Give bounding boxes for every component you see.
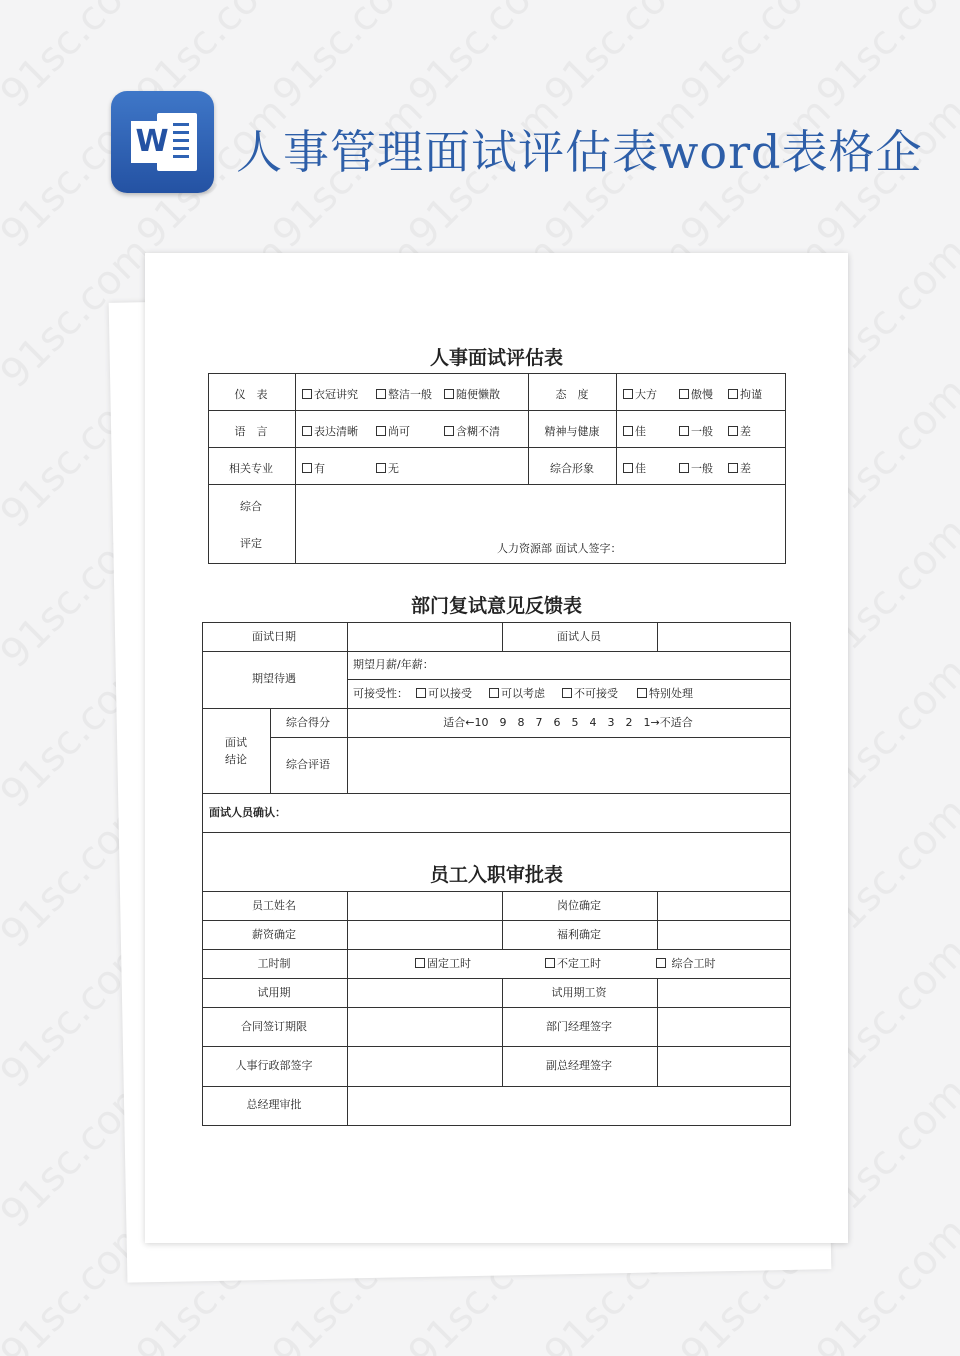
form3-title: 员工入职审批表 xyxy=(429,864,563,886)
checkbox-icon xyxy=(728,389,738,399)
score-label: 综合得分 xyxy=(286,716,330,729)
image-label: 综合形象 xyxy=(550,462,594,475)
gm-approval-label: 总经理审批 xyxy=(246,1098,302,1111)
form1-title: 人事面试评估表 xyxy=(429,347,563,369)
image-option-3[interactable]: 差 xyxy=(728,462,751,476)
probation-salary-label: 试用期工资 xyxy=(551,986,607,999)
spirit-label: 精神与健康 xyxy=(544,425,600,438)
checkbox-icon xyxy=(444,426,454,436)
checkbox-icon xyxy=(302,463,312,473)
checkbox-icon xyxy=(623,389,633,399)
image-option-2[interactable]: 一般 xyxy=(679,462,713,476)
language-option-2[interactable]: 尚可 xyxy=(376,425,410,439)
checkbox-icon xyxy=(679,389,689,399)
score-scale: 适合←10 9 8 7 6 5 4 3 2 1→不适合 xyxy=(443,716,693,729)
major-option-2[interactable]: 无 xyxy=(376,462,399,476)
word-icon xyxy=(111,91,214,193)
acceptability-label: 可接受性： xyxy=(353,687,408,700)
attitude-option-3[interactable]: 拘谨 xyxy=(728,388,762,402)
hr-sign-label: 人事行政部签字 xyxy=(235,1059,313,1072)
document-page xyxy=(145,253,848,1243)
checkbox-icon xyxy=(562,688,572,698)
checkbox-icon xyxy=(637,688,647,698)
checkbox-icon xyxy=(679,463,689,473)
checkbox-icon xyxy=(376,389,386,399)
salary-label: 薪资确定 xyxy=(252,928,296,941)
checkbox-icon xyxy=(728,426,738,436)
checkbox-icon xyxy=(302,426,312,436)
attitude-label: 态 度 xyxy=(555,388,589,401)
work-option-3[interactable]: 综合工时 xyxy=(656,957,716,971)
banner-title: 人事管理面试评估表word表格企 xyxy=(236,125,923,179)
watermark-text xyxy=(536,0,704,117)
checkbox-icon xyxy=(376,463,386,473)
summary-signature: 人力资源部 面试人签字： xyxy=(497,542,622,555)
probation-label: 试用期 xyxy=(257,986,291,999)
form2-title: 部门复试意见反馈表 xyxy=(410,595,582,617)
word-letter: W xyxy=(131,121,173,163)
checkbox-icon xyxy=(623,426,633,436)
dept-manager-label: 部门经理签字 xyxy=(546,1020,612,1033)
conclusion-label-1: 面试 xyxy=(225,736,247,749)
accept-option-1[interactable]: 可以接受 xyxy=(416,687,472,701)
checkbox-icon xyxy=(415,958,425,968)
conclusion-label-2: 结论 xyxy=(225,753,247,766)
expected-label: 期望待遇 xyxy=(252,672,296,685)
appearance-option-3[interactable]: 随便懒散 xyxy=(444,388,500,402)
interview-date-label: 面试日期 xyxy=(252,630,296,643)
checkbox-icon xyxy=(489,688,499,698)
name-label: 员工姓名 xyxy=(252,899,296,912)
checkbox-icon xyxy=(302,389,312,399)
work-option-2[interactable]: 不定工时 xyxy=(545,957,601,971)
attitude-option-2[interactable]: 傲慢 xyxy=(679,388,713,402)
language-option-3[interactable]: 含糊不清 xyxy=(444,425,500,439)
checkbox-icon xyxy=(376,426,386,436)
checkbox-icon xyxy=(623,463,633,473)
major-label: 相关专业 xyxy=(229,462,273,475)
summary-label-1: 综合 xyxy=(240,500,262,513)
checkbox-icon xyxy=(656,958,666,968)
appearance-label: 仪 表 xyxy=(234,388,268,401)
vp-sign-label: 副总经理签字 xyxy=(546,1059,612,1072)
accept-option-2[interactable]: 可以考虑 xyxy=(489,687,545,701)
checkbox-icon xyxy=(444,389,454,399)
language-option-1[interactable]: 表达清晰 xyxy=(302,425,358,439)
spirit-option-3[interactable]: 差 xyxy=(728,425,751,439)
appearance-option-2[interactable]: 整洁一般 xyxy=(376,388,432,402)
contract-label: 合同签订期限 xyxy=(241,1020,307,1033)
checkbox-icon xyxy=(679,426,689,436)
accept-option-3[interactable]: 不可接受 xyxy=(562,687,618,701)
summary-label-2: 评定 xyxy=(240,537,262,550)
spirit-option-2[interactable]: 一般 xyxy=(679,425,713,439)
checkbox-icon xyxy=(416,688,426,698)
comment-label: 综合评语 xyxy=(286,758,330,771)
welfare-label: 福利确定 xyxy=(557,928,601,941)
watermark-text xyxy=(264,0,432,117)
work-option-1[interactable]: 固定工时 xyxy=(415,957,471,971)
major-option-1[interactable]: 有 xyxy=(302,462,325,476)
spirit-option-1[interactable]: 佳 xyxy=(623,425,646,439)
language-label: 语 言 xyxy=(234,425,268,438)
interviewer-label: 面试人员 xyxy=(557,630,601,643)
work-system-label: 工时制 xyxy=(257,957,291,970)
expected-salary-label: 期望月薪/年薪： xyxy=(353,658,434,671)
confirm-label: 面试人员确认： xyxy=(209,806,286,819)
image-option-1[interactable]: 佳 xyxy=(623,462,646,476)
attitude-option-1[interactable]: 大方 xyxy=(623,388,657,402)
watermark-text xyxy=(672,0,840,117)
appearance-option-1[interactable]: 衣冠讲究 xyxy=(302,388,358,402)
checkbox-icon xyxy=(545,958,555,968)
watermark-text xyxy=(400,0,568,117)
position-label: 岗位确定 xyxy=(557,899,601,912)
watermark-text xyxy=(808,0,960,117)
checkbox-icon xyxy=(728,463,738,473)
accept-option-4[interactable]: 特别处理 xyxy=(637,687,693,701)
